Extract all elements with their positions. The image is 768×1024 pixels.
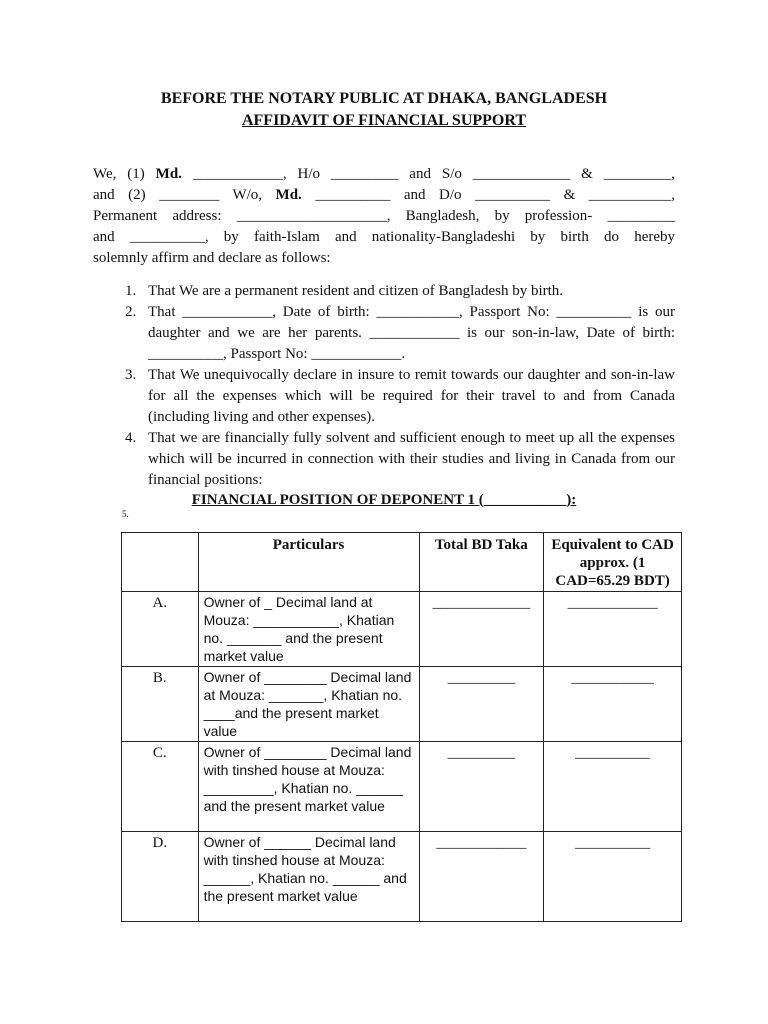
table-header-row [122, 533, 682, 592]
declaration-list [93, 281, 675, 491]
document-title: BEFORE THE NOTARY PUBLIC AT DHAKA, BANGLADESH [160, 90, 608, 107]
declaration-item [93, 281, 675, 302]
row-code: C. [122, 742, 199, 832]
row-particulars: Owner of ________ Decimal land at Mouza: _______, Khatian no. ____and the present market value [198, 667, 419, 742]
financial-position-heading: FINANCIAL POSITION OF DEPONENT 1 (___________): [191, 492, 577, 508]
intro-paragraph [93, 164, 675, 269]
intro-line-2 [93, 185, 675, 206]
intro-text: and (2) ________ W/o, [93, 187, 276, 203]
item-number: 2. [125, 304, 137, 320]
row-total-bd-taka: _________ [419, 742, 544, 832]
table-row [122, 592, 682, 667]
declaration-item [93, 302, 675, 365]
item-text: That we are financially fully solvent and sufficient enough to meet up all the expenses which will be incurred in connection with their studies and living in Canada from our financial positions: [148, 430, 675, 488]
row-particulars: Owner of _ Decimal land at Mouza: ___________, Khatian no. _______ and the present market value [198, 592, 419, 667]
table-row [122, 742, 682, 832]
row-code: B. [122, 667, 199, 742]
item-text: That We unequivocally declare in insure to remit towards our daughter and son-in-law for all the expenses which will be required for their travel to and from Canada (including living and other expenses). [148, 367, 675, 425]
intro-line-5: solemnly affirm and declare as follows: [93, 250, 331, 266]
md-label: Md. [275, 187, 302, 203]
header-particulars: Particulars [198, 533, 419, 592]
intro-line-4: and __________, by faith-Islam and nationality-Bangladeshi by birth do hereby [93, 229, 675, 245]
md-label: Md. [155, 166, 182, 182]
intro-text: __________ and D/o __________ & ___________, [301, 187, 676, 203]
row-cad-equivalent: ____________ [544, 592, 682, 667]
row-code: D. [122, 832, 199, 922]
item-text: That ____________, Date of birth: ___________, Passport No: __________ is our daughter and we are her parents. ____________ is our son-in-law, Date of birth: __________, Passport No: ____________. [148, 304, 675, 362]
declaration-item [93, 428, 675, 491]
item-number: 4. [125, 430, 137, 446]
row-particulars: Owner of ________ Decimal land with tinshed house at Mouza: _________, Khatian no. ______ and the present market value [198, 742, 419, 832]
financial-table [121, 532, 682, 922]
stray-mark: 5. [122, 509, 129, 519]
row-code: A. [122, 592, 199, 667]
intro-text: ____________, H/o _________ and S/o _____________ & _________, [181, 166, 675, 182]
row-cad-equivalent: __________ [544, 742, 682, 832]
row-total-bd-taka: _____________ [419, 592, 544, 667]
row-total-bd-taka: _________ [419, 667, 544, 742]
document-subtitle: AFFIDAVIT OF FINANCIAL SUPPORT [241, 112, 527, 129]
item-number: 3. [125, 367, 137, 383]
row-cad-equivalent: ___________ [544, 667, 682, 742]
header-blank [122, 533, 199, 592]
header-cad-equivalent: Equivalent to CAD approx. (1 CAD=65.29 BDT) [544, 533, 682, 592]
intro-text: We, (1) [93, 166, 156, 182]
intro-line-1 [93, 164, 675, 185]
row-cad-equivalent: __________ [544, 832, 682, 922]
item-number: 1. [125, 283, 137, 299]
table-row [122, 667, 682, 742]
intro-line-3: Permanent address: ____________________, Bangladesh, by profession- _________ [93, 208, 675, 224]
row-total-bd-taka: ____________ [419, 832, 544, 922]
header-total-bd-taka: Total BD Taka [419, 533, 544, 592]
row-particulars: Owner of ______ Decimal land with tinshed house at Mouza: ______, Khatian no. ______ and the present market value [198, 832, 419, 922]
item-text: That We are a permanent resident and citizen of Bangladesh by birth. [148, 283, 564, 299]
table-row [122, 832, 682, 922]
declaration-item [93, 365, 675, 428]
